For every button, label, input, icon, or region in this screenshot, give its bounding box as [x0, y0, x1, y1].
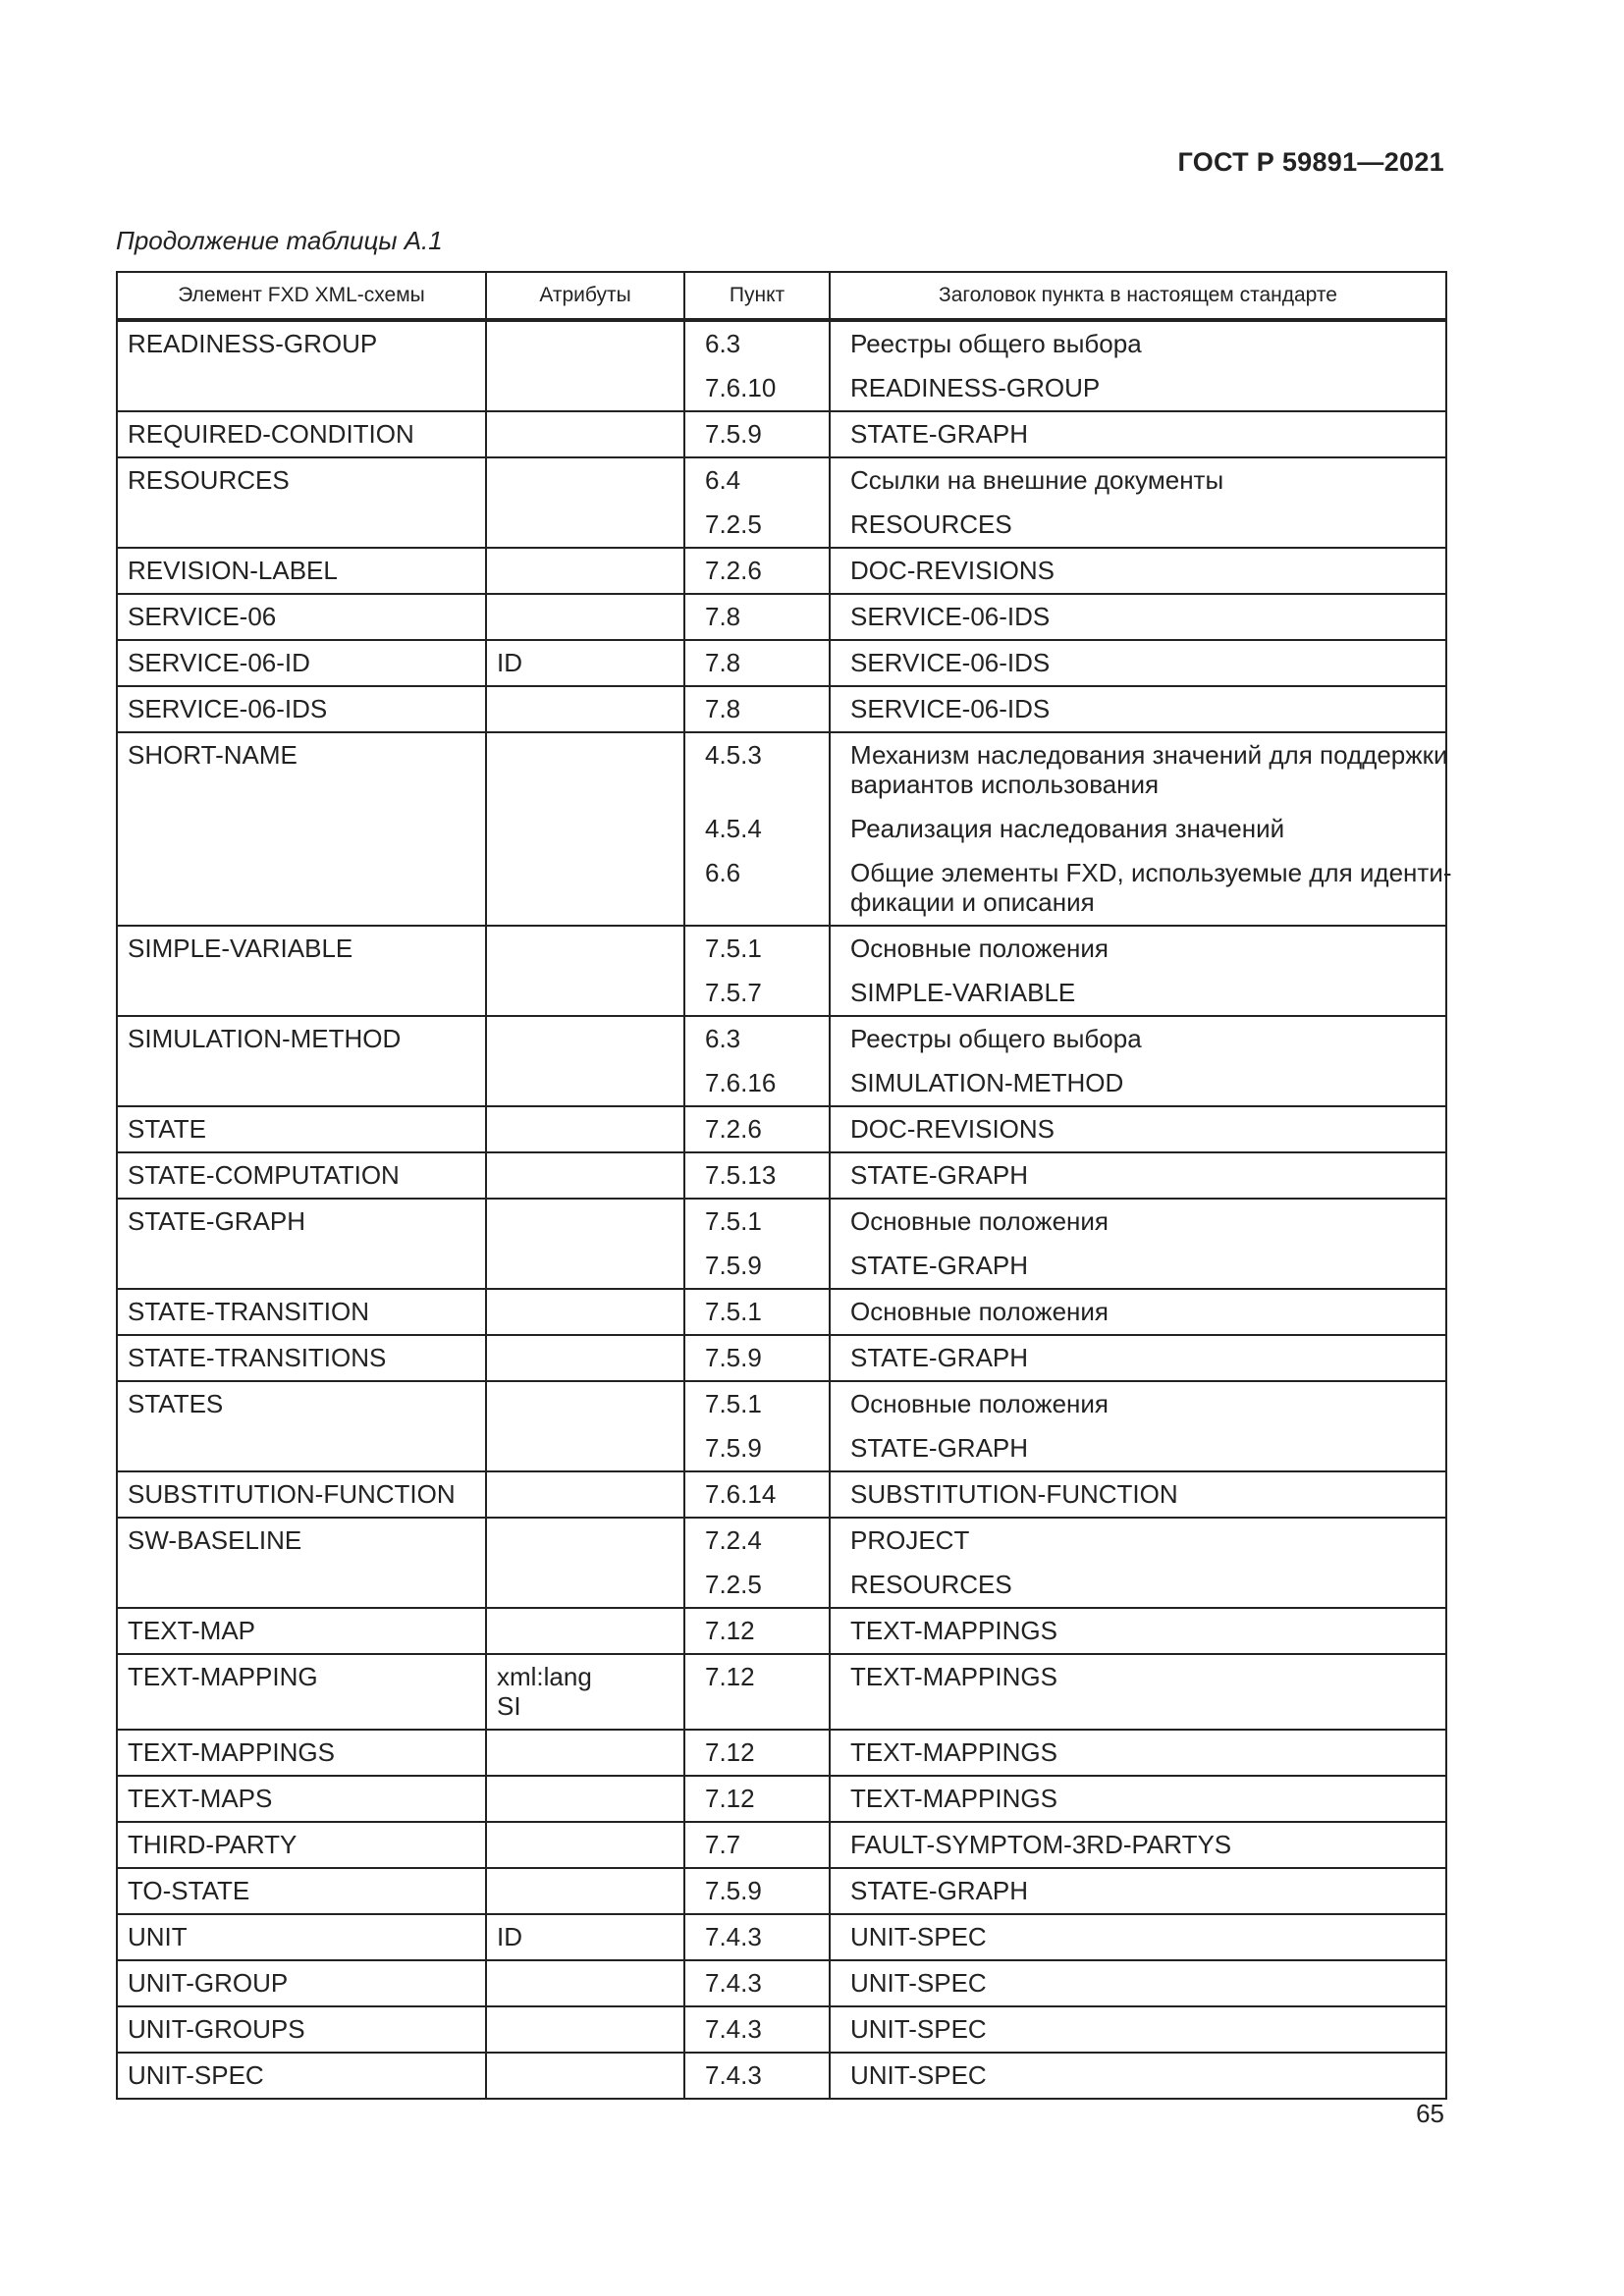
element-name: THIRD-PARTY: [128, 1830, 298, 1859]
title-cell: [830, 1289, 1446, 1335]
clause-cell: [684, 548, 830, 594]
clause-title: SUBSTITUTION-FUNCTION: [850, 1479, 1178, 1509]
clause-cell: [684, 1654, 830, 1730]
title-cell: [830, 2006, 1446, 2053]
element-cell: [117, 926, 486, 1016]
clause-title: UNIT-SPEC: [850, 1968, 987, 1998]
clause-cell: [684, 1914, 830, 1960]
element-cell: [117, 320, 486, 411]
title-cell: [830, 1776, 1446, 1822]
title-cell: [830, 1608, 1446, 1654]
attribute-value: ID: [497, 1922, 522, 1951]
element-cell: [117, 1654, 486, 1730]
element-name: TEXT-MAP: [128, 1616, 256, 1645]
column-header-title: Заголовок пункта в настоящем стандарте: [830, 272, 1446, 320]
table-row: [117, 926, 1446, 1016]
title-cell: [830, 2053, 1446, 2099]
clause-number: 7.5.9: [705, 1343, 762, 1372]
element-name: STATE-TRANSITION: [128, 1297, 370, 1326]
clause-cell: [684, 686, 830, 732]
table-continuation-caption: Продолжение таблицы А.1: [116, 226, 443, 255]
clause-title: Реализация наследования значений: [850, 814, 1285, 843]
attribute-value: ID: [497, 648, 522, 677]
clause-number: 7.6.14: [705, 1479, 777, 1509]
clause-number: 7.2.6: [705, 1114, 762, 1144]
table-row: [117, 1471, 1446, 1518]
clause-number: 7.2.4: [705, 1525, 762, 1555]
title-cell: [830, 1914, 1446, 1960]
element-name: SERVICE-06: [128, 602, 277, 631]
clause-number: 4.5.3: [705, 740, 762, 770]
table-row: [117, 1960, 1446, 2006]
title-cell: [830, 1471, 1446, 1518]
clause-title: TEXT-MAPPINGS: [850, 1784, 1057, 1813]
clause-title: Основные положения: [850, 1389, 1109, 1418]
column-header-clause: Пункт: [684, 272, 830, 320]
title-cell: [830, 1730, 1446, 1776]
attributes-cell: [486, 1730, 684, 1776]
table-row: [117, 2006, 1446, 2053]
element-name: SUBSTITUTION-FUNCTION: [128, 1479, 456, 1509]
table-row: [117, 1776, 1446, 1822]
clause-cell: [684, 1608, 830, 1654]
clause-number: 7.5.9: [705, 419, 762, 449]
clause-title: READINESS-GROUP: [850, 373, 1101, 402]
clause-number: 7.5.7: [705, 978, 762, 1007]
table-row: [117, 1914, 1446, 1960]
attributes-cell: [486, 1381, 684, 1471]
element-name: SIMPLE-VARIABLE: [128, 934, 353, 963]
attributes-cell: [486, 1289, 684, 1335]
element-cell: [117, 1471, 486, 1518]
title-cell: [830, 1016, 1446, 1106]
clause-number: 7.5.1: [705, 1297, 762, 1326]
element-name: TEXT-MAPPINGS: [128, 1737, 335, 1767]
clause-title: TEXT-MAPPINGS: [850, 1737, 1057, 1767]
clause-title: UNIT-SPEC: [850, 2060, 987, 2090]
table-row: [117, 1152, 1446, 1199]
clause-number: 4.5.4: [705, 814, 762, 843]
attributes-cell: [486, 548, 684, 594]
clause-number: 7.5.9: [705, 1251, 762, 1280]
element-cell: [117, 2006, 486, 2053]
clause-number: 7.6.16: [705, 1068, 777, 1097]
page-number: 65: [1416, 2099, 1444, 2128]
clause-title-line: фикации и описания: [850, 887, 1095, 917]
clause-cell: [684, 1868, 830, 1914]
element-name: UNIT-GROUPS: [128, 2014, 305, 2044]
table-row: [117, 1868, 1446, 1914]
title-cell: [830, 320, 1446, 411]
clause-cell: [684, 457, 830, 548]
table-row: [117, 1381, 1446, 1471]
element-name: TO-STATE: [128, 1876, 250, 1905]
clause-number: 7.5.1: [705, 1389, 762, 1418]
title-cell: [830, 1960, 1446, 2006]
attributes-cell: [486, 732, 684, 926]
clause-cell: [684, 1776, 830, 1822]
element-cell: [117, 1199, 486, 1289]
clause-number: 7.5.13: [705, 1160, 777, 1190]
table-row: [117, 594, 1446, 640]
clause-number: 7.7: [705, 1830, 741, 1859]
element-name: UNIT-GROUP: [128, 1968, 289, 1998]
table-row: [117, 1289, 1446, 1335]
clause-cell: [684, 2053, 830, 2099]
attributes-cell: [486, 411, 684, 457]
clause-title: DOC-REVISIONS: [850, 556, 1056, 585]
clause-cell: [684, 594, 830, 640]
attributes-cell: [486, 2006, 684, 2053]
element-cell: [117, 1608, 486, 1654]
clause-cell: [684, 1822, 830, 1868]
table-row: [117, 320, 1446, 411]
clause-title: STATE-GRAPH: [850, 419, 1029, 449]
element-name: UNIT: [128, 1922, 188, 1951]
attributes-cell: [486, 1960, 684, 2006]
clause-title: PROJECT: [850, 1525, 970, 1555]
clause-title: TEXT-MAPPINGS: [850, 1616, 1057, 1645]
clause-title: SERVICE-06-IDS: [850, 694, 1051, 723]
clause-number: 7.5.1: [705, 934, 762, 963]
title-cell: [830, 732, 1452, 926]
title-cell: [830, 594, 1446, 640]
title-cell: [830, 411, 1446, 457]
element-name: STATE: [128, 1114, 206, 1144]
element-cell: [117, 640, 486, 686]
clause-number: 7.2.5: [705, 1570, 762, 1599]
table-row: [117, 1730, 1446, 1776]
element-cell: [117, 1335, 486, 1381]
title-cell: [830, 1152, 1446, 1199]
element-cell: [117, 1914, 486, 1960]
table-row: [117, 2053, 1446, 2099]
clause-title-line: вариантов использования: [850, 770, 1160, 799]
clause-cell: [684, 1960, 830, 2006]
clause-number: 7.4.3: [705, 1968, 762, 1998]
attributes-cell: [486, 1776, 684, 1822]
clause-number: 7.5.9: [705, 1433, 762, 1463]
element-name: SW-BASELINE: [128, 1525, 302, 1555]
element-name: SERVICE-06-IDS: [128, 694, 328, 723]
clause-number: 7.4.3: [705, 2014, 762, 2044]
element-cell: [117, 1381, 486, 1471]
clause-number: 7.5.1: [705, 1206, 762, 1236]
element-name: READINESS-GROUP: [128, 329, 378, 358]
element-cell: [117, 1016, 486, 1106]
title-cell: [830, 457, 1446, 548]
title-cell: [830, 1199, 1446, 1289]
table-row: [117, 1199, 1446, 1289]
clause-title: STATE-GRAPH: [850, 1876, 1029, 1905]
element-name: SHORT-NAME: [128, 740, 298, 770]
clause-title: [840, 851, 1452, 925]
title-cell: [830, 1868, 1446, 1914]
clause-title-line: Общие элементы FXD, используемые для иденти-: [850, 858, 1452, 887]
table-row: [117, 1335, 1446, 1381]
clause-cell: [684, 1106, 830, 1152]
table-body: [117, 320, 1452, 2099]
attribute-value: xml:lang: [497, 1662, 592, 1691]
table-row: [117, 457, 1446, 548]
clause-cell: [684, 1199, 830, 1289]
attributes-cell: [486, 1199, 684, 1289]
reference-table: [116, 271, 1452, 2100]
clause-title: STATE-GRAPH: [850, 1160, 1029, 1190]
clause-title-line: Механизм наследования значений для поддержки: [850, 740, 1448, 770]
table-row: [117, 686, 1446, 732]
table-row: [117, 1822, 1446, 1868]
clause-cell: [684, 926, 830, 1016]
clause-cell: [684, 411, 830, 457]
clause-number: 7.12: [705, 1737, 755, 1767]
clause-title: Основные положения: [850, 934, 1109, 963]
element-cell: [117, 732, 486, 926]
clause-number: 7.6.10: [705, 373, 777, 402]
clause-number: 7.4.3: [705, 2060, 762, 2090]
element-cell: [117, 594, 486, 640]
element-name: STATE-COMPUTATION: [128, 1160, 400, 1190]
clause-cell: [684, 1335, 830, 1381]
element-cell: [117, 1730, 486, 1776]
title-cell: [830, 926, 1446, 1016]
element-name: TEXT-MAPS: [128, 1784, 273, 1813]
clause-cell: [684, 320, 830, 411]
table-row: [117, 1106, 1446, 1152]
attributes-cell: [486, 594, 684, 640]
element-name: SIMULATION-METHOD: [128, 1024, 402, 1053]
title-cell: [830, 1518, 1446, 1608]
clause-title: STATE-GRAPH: [850, 1433, 1029, 1463]
clause-title: STATE-GRAPH: [850, 1251, 1029, 1280]
clause-number: 6.3: [705, 1024, 741, 1053]
clause-number: 7.4.3: [705, 1922, 762, 1951]
element-name: RESOURCES: [128, 465, 290, 495]
title-cell: [830, 1381, 1446, 1471]
element-cell: [117, 548, 486, 594]
title-cell: [830, 686, 1446, 732]
clause-title: Реестры общего выбора: [850, 1024, 1142, 1053]
clause-number: 6.4: [705, 465, 741, 495]
clause-cell: [684, 1016, 830, 1106]
clause-title: Ссылки на внешние документы: [850, 465, 1224, 495]
element-cell: [117, 1289, 486, 1335]
element-name: REQUIRED-CONDITION: [128, 419, 414, 449]
clause-number: 6.3: [705, 329, 741, 358]
attributes-cell: [486, 1335, 684, 1381]
attributes-cell: [486, 1152, 684, 1199]
clause-cell: [684, 1152, 830, 1199]
element-cell: [117, 1152, 486, 1199]
element-cell: [117, 1776, 486, 1822]
attributes-cell: [486, 320, 684, 411]
element-cell: [117, 2053, 486, 2099]
element-name: UNIT-SPEC: [128, 2060, 264, 2090]
table-row: [117, 1518, 1446, 1608]
clause-title: Основные положения: [850, 1297, 1109, 1326]
column-header-attributes: Атрибуты: [486, 272, 684, 320]
clause-title: [840, 733, 1448, 807]
attributes-cell: [486, 1608, 684, 1654]
table-row: [117, 732, 1446, 926]
title-cell: [830, 1106, 1446, 1152]
clause-title: TEXT-MAPPINGS: [850, 1662, 1057, 1691]
element-name: TEXT-MAPPING: [128, 1662, 318, 1691]
table-row: [117, 1608, 1446, 1654]
clause-number: 7.12: [705, 1616, 755, 1645]
attributes-cell: [486, 1822, 684, 1868]
element-cell: [117, 1960, 486, 2006]
clause-number: 7.8: [705, 602, 741, 631]
title-cell: [830, 640, 1446, 686]
clause-number: 6.6: [705, 858, 741, 887]
clause-title: SERVICE-06-IDS: [850, 602, 1051, 631]
table-row: [117, 1016, 1446, 1106]
element-name: STATE-TRANSITIONS: [128, 1343, 387, 1372]
element-cell: [117, 686, 486, 732]
element-cell: [117, 411, 486, 457]
clause-cell: [684, 640, 830, 686]
clause-title: Реестры общего выбора: [850, 329, 1142, 358]
element-name: STATES: [128, 1389, 224, 1418]
attributes-cell: [486, 1471, 684, 1518]
table-row: [117, 640, 1446, 686]
clause-cell: [684, 2006, 830, 2053]
document-code: ГОСТ Р 59891—2021: [1177, 147, 1444, 177]
element-name: SERVICE-06-ID: [128, 648, 310, 677]
column-header-element: Элемент FXD XML-схемы: [117, 272, 486, 320]
clause-number: 7.2.6: [705, 556, 762, 585]
attributes-cell: [486, 457, 684, 548]
clause-title: Основные положения: [850, 1206, 1109, 1236]
attributes-cell: [486, 1016, 684, 1106]
table-row: [117, 411, 1446, 457]
attributes-cell: [486, 686, 684, 732]
clause-title: UNIT-SPEC: [850, 2014, 987, 2044]
title-cell: [830, 1335, 1446, 1381]
table-header-row: [117, 272, 1446, 320]
clause-title: DOC-REVISIONS: [850, 1114, 1056, 1144]
clause-title: UNIT-SPEC: [850, 1922, 987, 1951]
clause-title: STATE-GRAPH: [850, 1343, 1029, 1372]
clause-title: SIMULATION-METHOD: [850, 1068, 1124, 1097]
attributes-cell: [486, 1868, 684, 1914]
clause-title: FAULT-SYMPTOM-3RD-PARTYS: [850, 1830, 1232, 1859]
clause-cell: [684, 1381, 830, 1471]
element-name: REVISION-LABEL: [128, 556, 338, 585]
clause-cell: [684, 1289, 830, 1335]
clause-cell: [684, 732, 830, 926]
attributes-cell: [486, 1106, 684, 1152]
clause-number: 7.12: [705, 1784, 755, 1813]
clause-cell: [684, 1730, 830, 1776]
element-name: STATE-GRAPH: [128, 1206, 306, 1236]
element-cell: [117, 1106, 486, 1152]
clause-cell: [684, 1518, 830, 1608]
clause-number: 7.8: [705, 694, 741, 723]
attributes-cell: [486, 640, 684, 686]
table-row: [117, 1654, 1446, 1730]
attributes-cell: [486, 926, 684, 1016]
clause-number: 7.5.9: [705, 1876, 762, 1905]
clause-number: 7.12: [705, 1662, 755, 1691]
attribute-value: SI: [497, 1691, 521, 1721]
attributes-cell: [486, 2053, 684, 2099]
element-cell: [117, 1518, 486, 1608]
clause-title: SIMPLE-VARIABLE: [850, 978, 1076, 1007]
clause-title: RESOURCES: [850, 1570, 1012, 1599]
element-cell: [117, 1822, 486, 1868]
title-cell: [830, 1654, 1446, 1730]
clause-cell: [684, 1471, 830, 1518]
element-cell: [117, 457, 486, 548]
element-cell: [117, 1868, 486, 1914]
title-cell: [830, 1822, 1446, 1868]
clause-title: RESOURCES: [850, 509, 1012, 539]
clause-number: 7.2.5: [705, 509, 762, 539]
clause-number: 7.8: [705, 648, 741, 677]
title-cell: [830, 548, 1446, 594]
attributes-cell: [486, 1654, 684, 1730]
attributes-cell: [486, 1914, 684, 1960]
attributes-cell: [486, 1518, 684, 1608]
table-row: [117, 548, 1446, 594]
clause-title: SERVICE-06-IDS: [850, 648, 1051, 677]
